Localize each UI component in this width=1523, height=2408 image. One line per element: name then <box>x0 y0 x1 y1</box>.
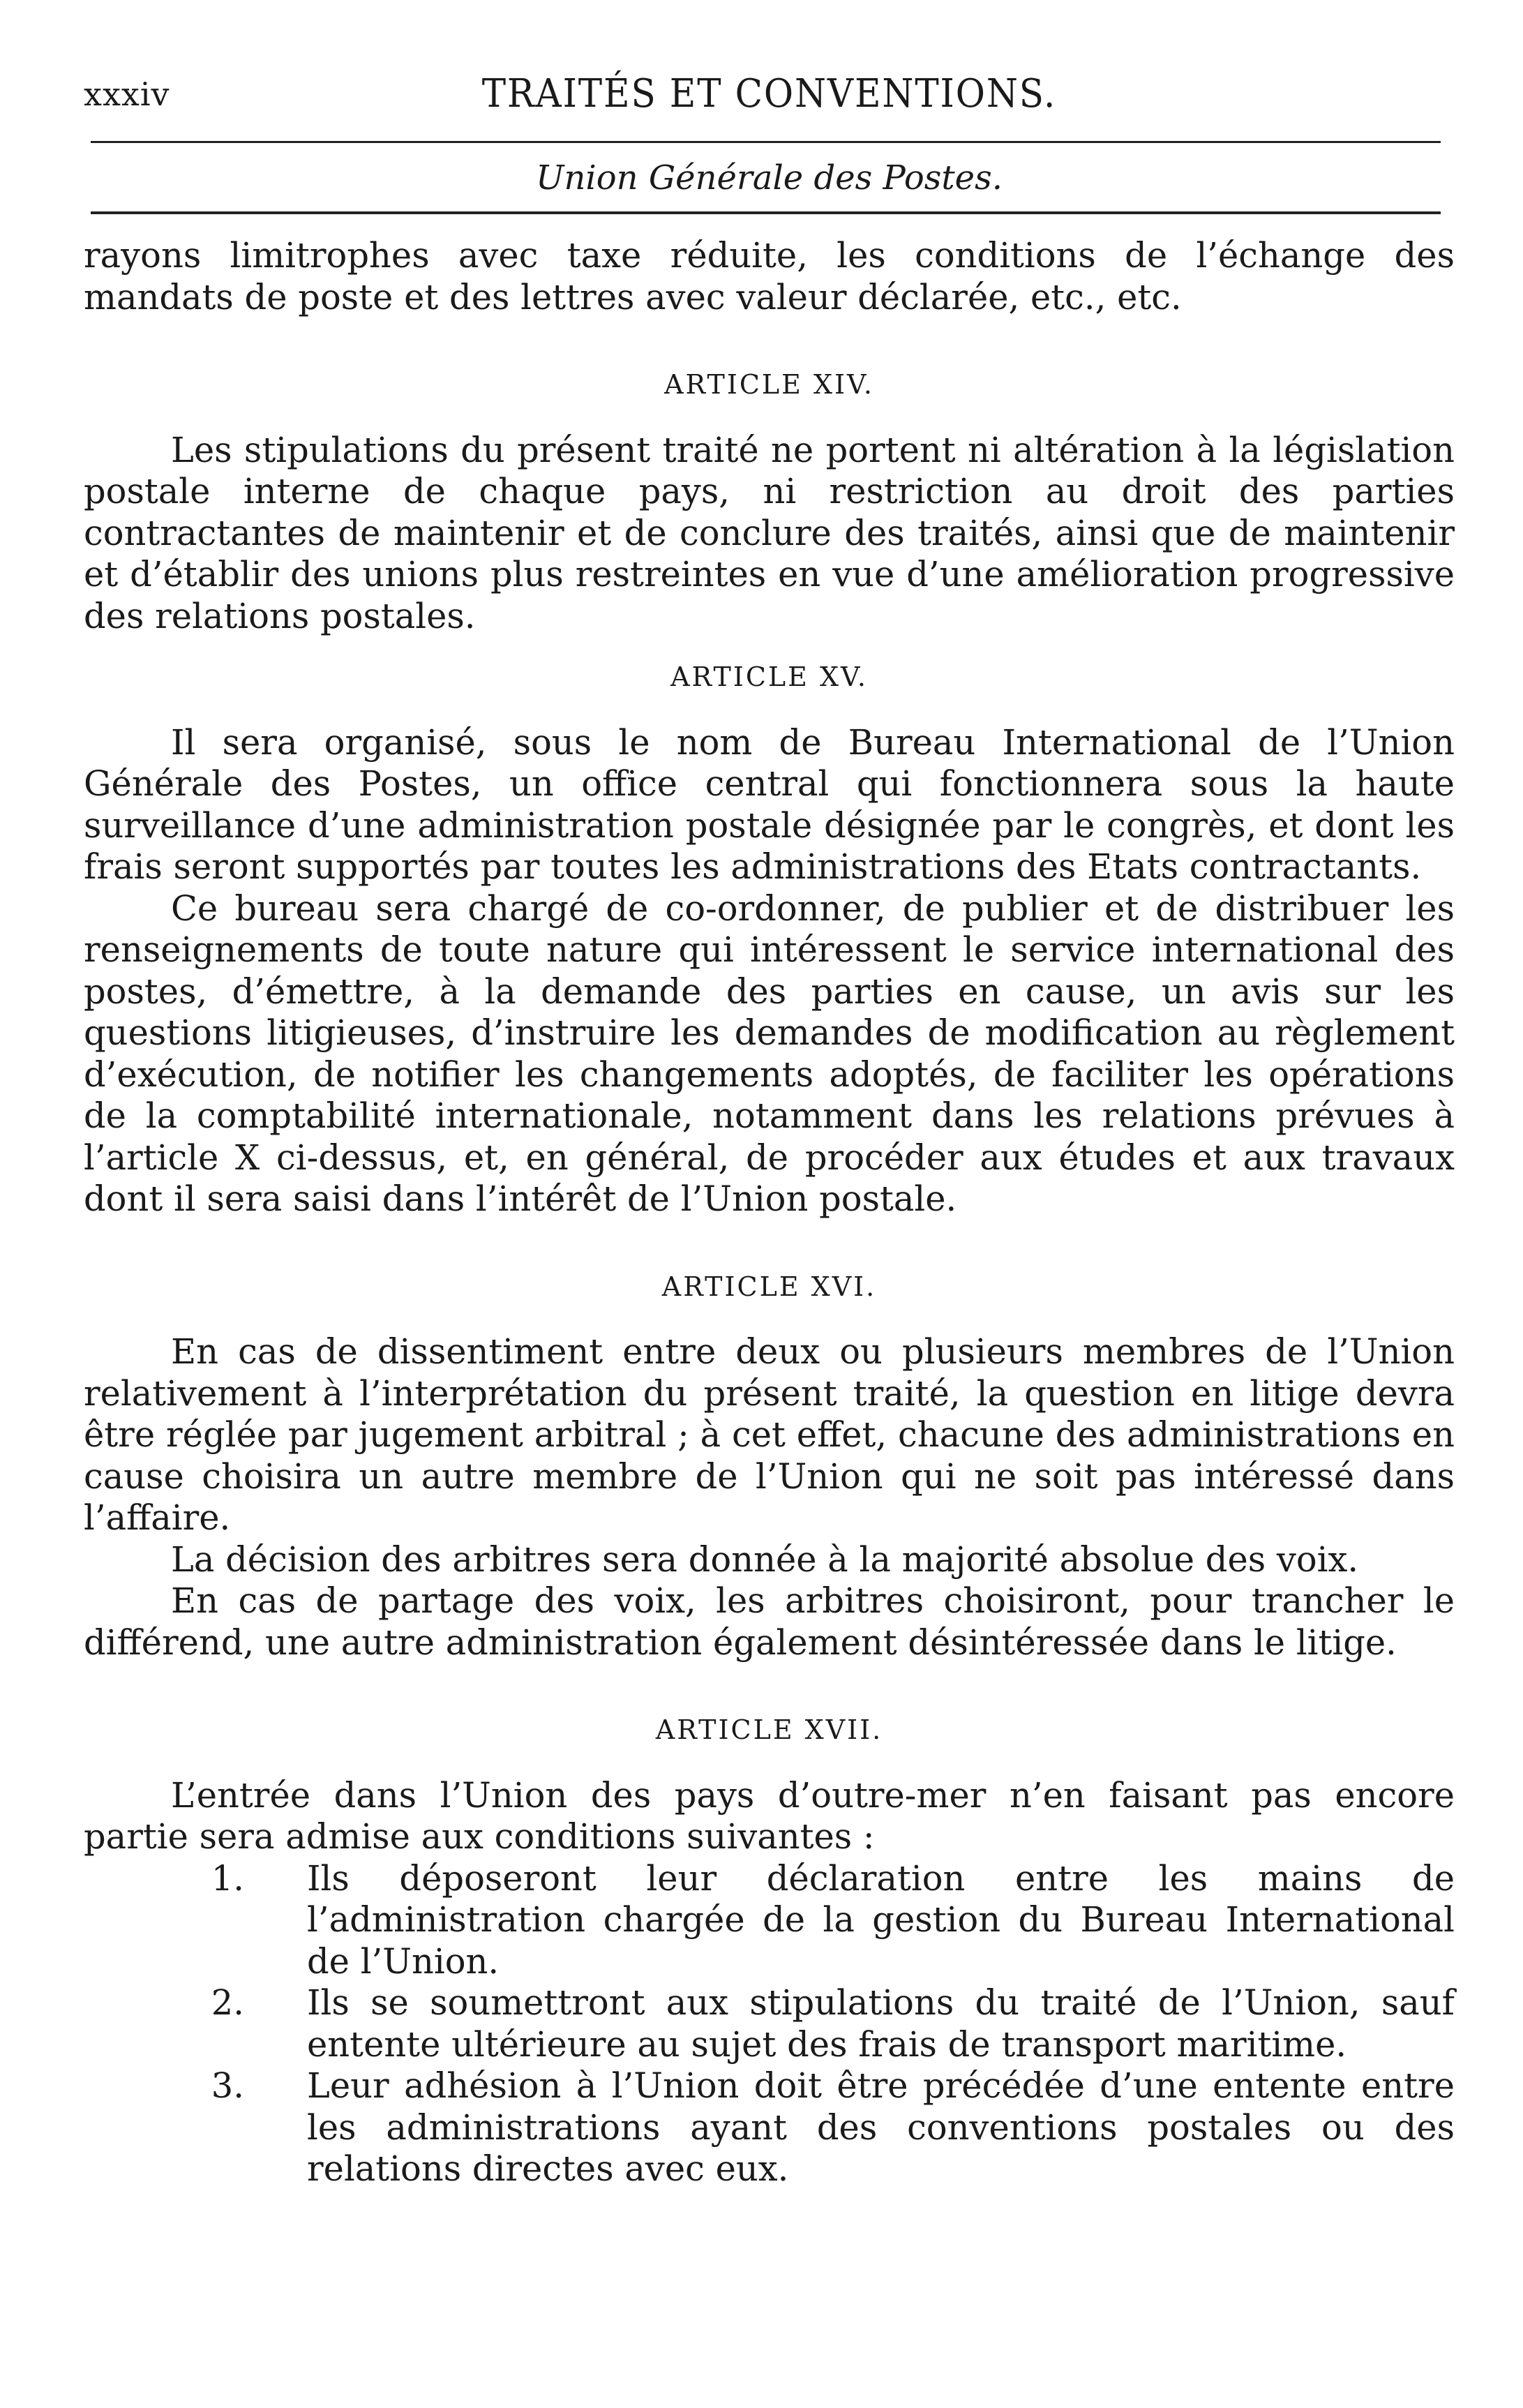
article-heading-xv: ARTICLE XV. <box>670 661 868 692</box>
article-heading-xvi: ARTICLE XVI. <box>661 1271 877 1302</box>
document-page <box>84 56 1455 2190</box>
article-xvi-paragraph-2: La décision des arbitres sera donnée à la majorité absolue des voix. <box>171 1539 1359 1580</box>
list-item-text: Leur adhésion à l’Union doit être précédée d’une entente entre les administrations ayant des conventions postales ou des relations directes avec eux. <box>307 2065 1455 2189</box>
list-item <box>84 2065 1455 2190</box>
opening-paragraph: rayons limitrophes avec taxe réduite, les conditions de l’échange des mandats de poste et des lettres avec valeur déclarée, etc., etc. <box>84 235 1455 317</box>
section-subtitle: Union Générale des Postes. <box>536 158 1003 197</box>
article-xvi-paragraph-1: En cas de dissentiment entre deux ou plusieurs membres de l’Union relativement à l’interprétation du présent traité, la question en litige devra être réglée par jugement arbitral ; à cet effet, chacune des administrations en cause choisira un autre membre de l’Union qui ne soit pas intéressé dans l’affaire. <box>84 1331 1455 1538</box>
body-text <box>84 235 1455 2190</box>
article-xvi-paragraph-3: En cas de partage des voix, les arbitres choisiront, pour trancher le différend, une autre administration également désintéressée dans le litige. <box>84 1580 1455 1663</box>
list-item <box>84 1982 1455 2065</box>
article-xiv-paragraph-1: Les stipulations du présent traité ne portent ni altération à la législation postale interne de chaque pays, ni restriction au droit des parties contractantes de maintenir et de conclure des traités, ainsi que de maintenir et d’établir des unions plus restreintes en vue d’une amélioration progressive des relations postales. <box>84 429 1455 636</box>
article-xvii-paragraph-1: L’entrée dans l’Union des pays d’outre-mer n’en faisant pas encore partie sera admise aux conditions suivantes : <box>84 1774 1455 1857</box>
list-item <box>84 1858 1455 1983</box>
article-heading-xvii: ARTICLE XVII. <box>655 1714 883 1745</box>
article-xv-paragraph-2: Ce bureau sera chargé de co-ordonner, de publier et de distribuer les renseignements de toute nature qui intéressent le service international des postes, d’émettre, à la demande des parties en cause, un avis sur les questions litigieuses, d’instruire les demandes de modification au règlement d’exécution, de notifier les changements adoptés, de faciliter les opérations de la comptabilité internationale, notamment dans les relations prévues à l’article X ci-dessus, et, en général, de procéder aux études et aux travaux dont il sera saisi dans l’intérêt de l’Union postale. <box>84 888 1455 1219</box>
list-item-number: 2. <box>211 1982 244 2023</box>
list-item-text: Ils déposeront leur déclaration entre les mains de l’administration chargée de la gestion du Bureau International de l’Union. <box>307 1857 1455 1982</box>
article-xv-paragraph-1: Il sera organisé, sous le nom de Bureau International de l’Union Générale des Postes, un office central qui fonctionnera sous la haute surveillance d’une administration postale désignée par le congrès, et dont les frais seront supportés par toutes les administrations des Etats contractants. <box>84 721 1455 887</box>
header-rule-bottom <box>91 211 1441 214</box>
running-title: TRAITÉS ET CONVENTIONS. <box>481 71 1057 117</box>
list-item-number: 3. <box>211 2065 244 2106</box>
list-item-number: 1. <box>211 1857 244 1899</box>
article-heading-xiv: ARTICLE XIV. <box>664 369 874 400</box>
page-number: xxxiv <box>84 75 170 113</box>
list-item-text: Ils se soumettront aux stipulations du traité de l’Union, sauf entente ultérieure au sujet des frais de transport maritime. <box>307 1982 1455 2065</box>
page-header <box>84 56 1455 133</box>
